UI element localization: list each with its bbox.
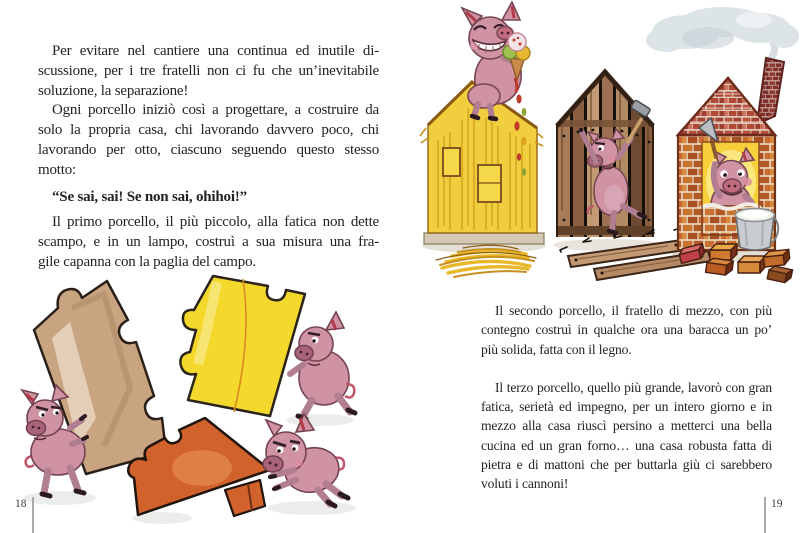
chimney-smoke xyxy=(646,7,799,60)
paragraph-secondo-porcello: Il secondo porcello, il fratello di mezzo, con più contegno costruì in qualche ora una baracca un po’ più solida, fatta con il legno. xyxy=(481,303,772,357)
pig-orange-piece xyxy=(263,414,348,506)
motto-line: “Se sai, sai! Se non sai, ohihoi!” xyxy=(52,188,247,205)
right-text-column xyxy=(481,301,772,494)
paragraph-primo-porcello: Il primo porcello, il più piccolo, alla fatica non dette scampo, e in un lampo, costruì a sua misura una fra- gile capanna con la paglia del campo. xyxy=(38,214,379,270)
paragraph-terzo-porcello: Il terzo porcello, quello più grande, lavorò con gran fatica, serietà ed impegno, per un intero giorno e in mezzo alla casa riuscì persino a metterci una bella cucina ed un gran forno… una casa robusta fatta di pietra e di mattoni che per buttarla giù ci sarebbero voluti i cannoni! xyxy=(481,379,772,492)
paragraph-progetto: Ogni porcello iniziò così a progettare, a costruire da solo la propria casa, chi lavorando davvero poco, chi lavorando per otto, ciascuno seguendo questo stesso motto: xyxy=(38,102,379,178)
paragraph-separation: Per evitare nel cantiere una continua ed inutile di- scussione, per i tre fratelli non ci fu che un’inevitabile soluzione, la separazione! xyxy=(38,43,379,99)
page-number-right: 19 xyxy=(771,498,783,510)
puzzle-pigs-illustration xyxy=(12,268,400,528)
left-text-column xyxy=(38,42,379,273)
page-number-left: 18 xyxy=(15,498,27,510)
puzzle-piece-yellow xyxy=(180,276,305,416)
three-houses-illustration xyxy=(418,0,800,292)
folio-rule-right xyxy=(764,497,766,533)
folio-rule-left xyxy=(32,497,34,533)
pig-yellow-piece xyxy=(290,312,355,419)
